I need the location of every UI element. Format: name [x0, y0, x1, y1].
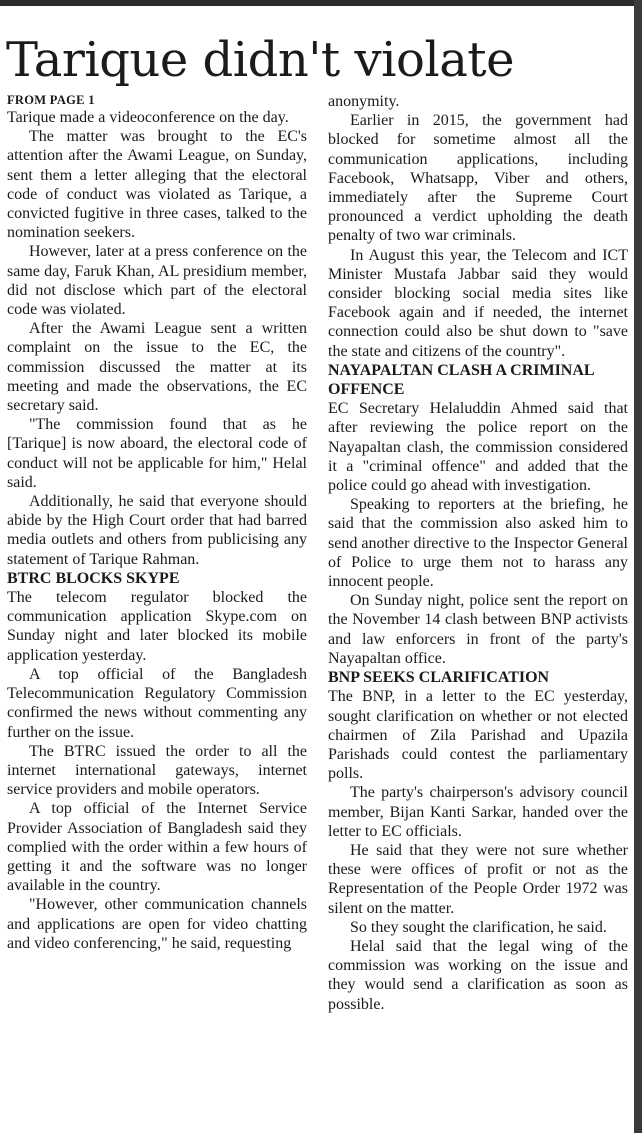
from-page-label: FROM PAGE 1: [7, 93, 95, 107]
paragraph: The matter was brought to the EC's attention after the Awami League, on Sunday, sent them a letter alleging that the electoral code of conduct was violated as Tarique, a convicted fugitive in three cases, talked to the nomination seekers.: [7, 128, 307, 242]
article-column-left: [7, 92, 307, 1133]
paragraph: However, later at a press conference on the same day, Faruk Khan, AL presidium member, did not disclose which part of the electoral code was violated.: [7, 243, 307, 319]
paragraph: A top official of the Bangladesh Telecommunication Regulatory Commission confirmed the news without commenting any further on the issue.: [7, 665, 307, 741]
paragraph: In August this year, the Telecom and ICT Minister Mustafa Jabbar said they would consider blocking social media sites like Facebook again and if needed, the internet connection could also be shut down to "save the state and citizens of the country".: [328, 246, 628, 360]
paragraph: "The commission found that as he [Tarique] is now aboard, the electoral code of conduct will not be applicable for him," Helal said.: [7, 416, 307, 491]
paragraph: A top official of the Internet Service Provider Association of Bangladesh said they complied with the order within a few hours of getting it and the software was no longer available in the country.: [7, 800, 307, 895]
paragraph: Helal said that the legal wing of the commission was working on the issue and they would send a clarification as soon as possible.: [328, 937, 628, 1013]
paragraph: anonymity.: [328, 93, 400, 110]
paragraph: The BTRC issued the order to all the internet international gateways, internet service providers and mobile operators.: [7, 742, 307, 799]
paragraph: The telecom regulator blocked the communication application Skype.com on Sunday night and later blocked its mobile application yesterday.: [7, 589, 307, 664]
paragraph: Earlier in 2015, the government had blocked for sometime almost all the communication applications, including Facebook, Whatsapp, Viber and others, immediately after the Supreme Court pronounced a verdict upholding the death penalty of two war criminals.: [328, 112, 628, 245]
paragraph: Additionally, he said that everyone should abide by the High Court order that had barred media outlets and others from publicising any statement of Tarique Rahman.: [7, 493, 307, 568]
paragraph: So they sought the clarification, he said.: [350, 918, 607, 936]
paragraph: After the Awami League sent a written complaint on the issue to the EC, the commission discussed the matter at its meeting and made the observations, the EC secretary said.: [7, 320, 307, 415]
headline: Tarique didn't violate: [6, 32, 514, 88]
paragraph: On Sunday night, police sent the report on the November 14 clash between BNP activists and law enforcers in front of the party's Nayapaltan office.: [328, 592, 628, 667]
paragraph: The party's chairperson's advisory council member, Bijan Kanti Sarkar, handed over the letter to EC officials.: [328, 784, 628, 840]
subhead-bnp-seeks-clarification: BNP SEEKS CLARIFICATION: [328, 669, 550, 687]
subhead-nayapaltan-clash: NAYAPALTAN CLASH A CRIMINAL OFFENCE: [328, 361, 594, 399]
paragraph: Speaking to reporters at the briefing, he said that the commission also asked him to send another directive to the Inspector General of Police to urge them not to harass any innocent people.: [328, 496, 628, 591]
subhead-btrc-blocks-skype: BTRC BLOCKS SKYPE: [7, 569, 180, 587]
paragraph: Tarique made a videoconference on the day.: [7, 109, 289, 126]
paragraph: "However, other communication channels and applications are open for video chatting and video conferencing," he said, requesting: [7, 896, 307, 952]
paragraph: He said that they were not sure whether these were offices of profit or not as the Representation of the People Order 1972 was silent on the matter.: [328, 841, 628, 917]
page-edge-shadow: [634, 0, 642, 1133]
paragraph: EC Secretary Helaluddin Ahmed said that after reviewing the police report on the Nayapaltan clash, the commission considered it a "criminal offence" and added that the police could go ahead with investigation.: [328, 400, 628, 495]
top-masthead-strip: [0, 0, 642, 6]
article-column-right: [328, 92, 628, 1133]
paragraph: The BNP, in a letter to the EC yesterday, sought clarification on whether or not elected chairmen of Zila Parishad and Upazila Parishads could contest the parliamentary polls.: [328, 688, 628, 783]
